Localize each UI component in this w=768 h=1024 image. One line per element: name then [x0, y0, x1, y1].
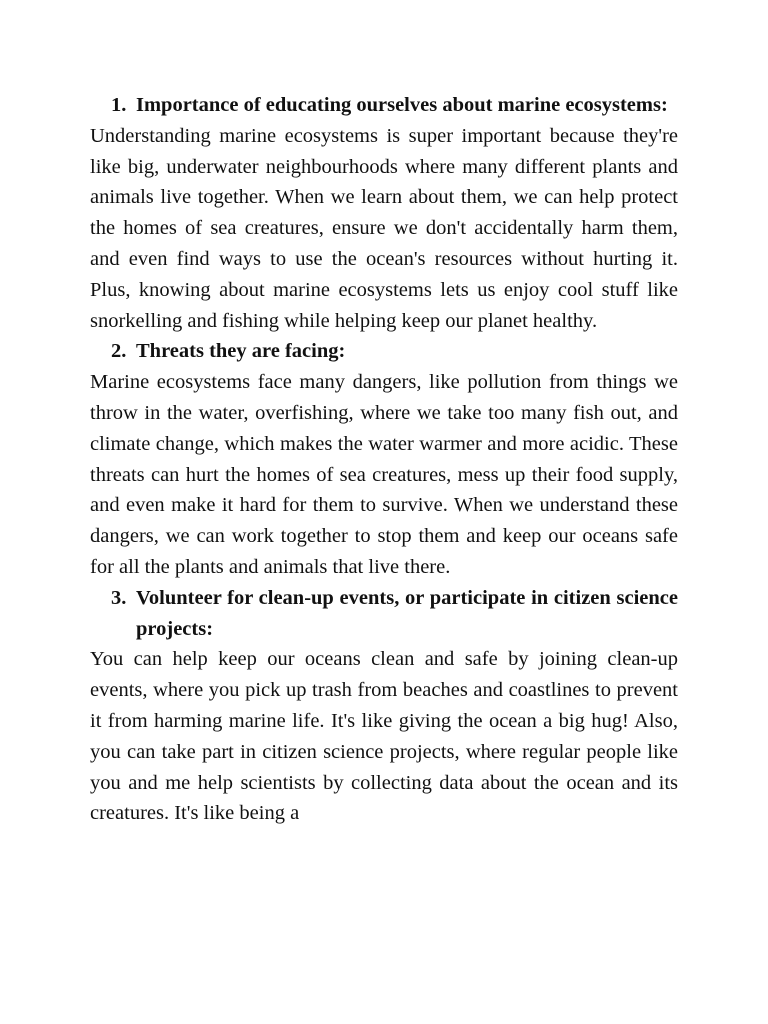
section-title: Importance of educating ourselves about marine ecosystems: [136, 94, 668, 116]
section-heading-3 [90, 583, 678, 645]
section-heading-1 [90, 90, 678, 121]
document-page [90, 90, 678, 829]
section-title: Threats they are facing: [136, 340, 346, 363]
section-title: Volunteer for clean-up events, or participate in citizen science projects: [136, 586, 678, 640]
section-heading-2 [90, 336, 678, 367]
section-number: 2. [111, 340, 127, 363]
section-paragraph-2: Marine ecosystems face many dangers, like pollution from things we throw in the water, overfishing, where we take too many fish out, and climate change, which makes the water warmer and more acidic. These threats can hurt the homes of sea creatures, mess up their food supply, and even make it hard for them to survive. When we understand these dangers, we can work together to stop them and keep our oceans safe for all the plants and animals that live there. [90, 371, 678, 578]
section-number: 3. [111, 586, 127, 609]
section-paragraph-3: You can help keep our oceans clean and safe by joining clean-up events, where you pick up trash from beaches and coastlines to prevent it from harming marine life. It's like giving the ocean a big hug! Also, you can take part in citizen science projects, where regular people like you and me help scientists by collecting data about the ocean and its creatures. It's like being a [90, 648, 678, 825]
section-number: 1. [111, 94, 127, 116]
section-paragraph-1: Understanding marine ecosystems is super important because they're like big, underwater neighbourhoods where many different plants and animals live together. When we learn about them, we can help protect the homes of sea creatures, ensure we don't accidentally harm them, and even find ways to use the ocean's resources without hurting it. Plus, knowing about marine ecosystems lets us enjoy cool stuff like snorkelling and fishing while helping keep our planet healthy. [90, 124, 678, 332]
